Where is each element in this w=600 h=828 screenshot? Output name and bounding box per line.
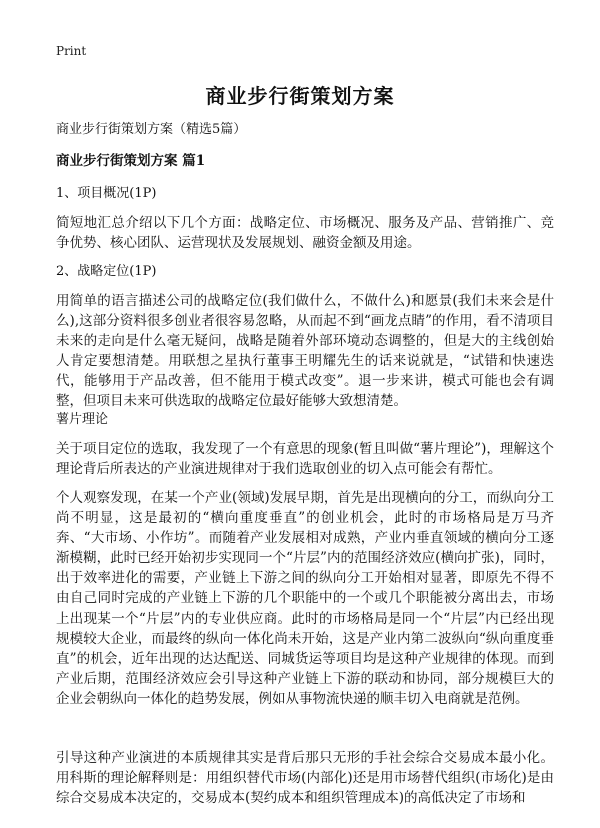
paragraph-text: 个人观察发现，在某一个产业(领域)发展早期，首先是出现横向的分工，而纵向分工尚不明显，这是最初的“横向重度垂直”的创业机会，此时的市场格局是万马齐奔、“大市场、小作坊”。而随着产业发展相对成熟，产业内垂直领域的横向分工逐渐模糊，此时已经开始初步实现同一个“片层”内的范围经济效应(横向扩张)，同时，出于效率进化的需要，产业链上下游之间的纵向分工开始相对显著，即原先不得不由自己同时完成的产业链上下游的几个职能中的一个或几个职能被分离出去，市场上出现某一个“片层”内的专业供应商。此时的市场格局是同一个“片层”内已经出现规模较大企业，而最终的纵向一体化尚未开始，这是产业内第二波纵向“纵向重度垂直”的机会，近年出现的达达配送、同城货运等项目均是这种产业规律的体现。而到产业后期，范围经济效应会引导这种产业链上下游的联动和协同，部分规模巨大的企业会朝纵向一体化的趋势发展，例如从事物流快递的顺丰切入电商就是范例。 [56,490,554,707]
article-heading: 商业步行街策划方案 篇1 [56,153,206,169]
section-heading-strategy: 2、战略定位(1P) [56,264,157,279]
paragraph-text: 关于项目定位的选取，我发现了一个有意思的现象(暂且叫做“薯片理论”)，理解这个理论背后所表达的产业演进规律对于我们选取创业的切入点可能会有帮忙。 [56,441,554,477]
paragraph-strategy [56,291,554,411]
paragraph-text: 引导这种产业演进的本质规律其实是背后那只无形的手社会综合交易成本最小化。用科斯的理论解释则是：用组织替代市场(内部化)还是用市场替代组织(市场化)是由综合交易成本决定的，交易成本(契约成本和组织管理成本)的高低决定了市场和 [56,750,554,806]
print-label: Print [56,44,87,58]
page-title: 商业步行街策划方案 [205,84,395,108]
document-subtitle: 商业步行街策划方案（精选5篇） [56,122,247,137]
paragraph-text: 简短地汇总介绍以下几个方面：战略定位、市场概况、服务及产品、营销推广、竞争优势、核心团队、运营现状及发展规划、融资金额及用途。 [56,215,554,251]
paragraph-text: 用简单的语言描述公司的战略定位(我们做什么，不做什么)和愿景(我们未来会是什么),这部分资料很多创业者很容易忽略，从而起不到“画龙点睛”的作用，看不清项目未来的走向是什么毫无疑问，战略是随着外部环境动态调整的，但是大的主线创始人肯定要想清楚。用联想之星执行董事王明耀先生的话来说就是，“试错和快速迭代，能够用于产品改善，但不能用于模式改变”。退一步来讲，模式可能也会有调整，但项目未来可供选取的战略定位最好能够大致想清楚。 [56,293,554,409]
paragraph-theory-explanation [56,748,554,808]
paragraph-overview [56,213,554,253]
paragraph-theory-observation [56,488,554,709]
section-heading-overview: 1、项目概况(1P) [56,186,157,201]
section-heading-theory: 薯片理论 [56,412,109,427]
paragraph-theory-intro [56,439,554,479]
